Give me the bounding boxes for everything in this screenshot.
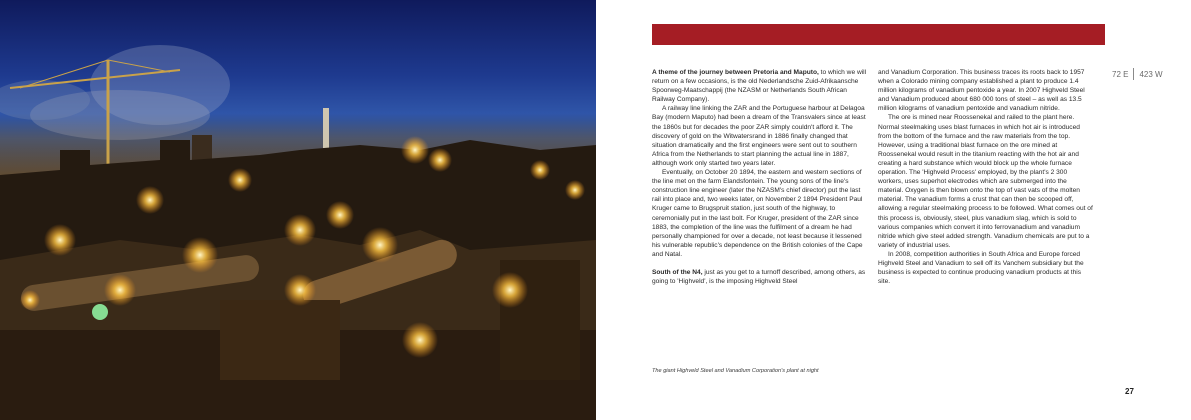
photo-caption: The giant Highveld Steel and Vanadium Corporation's plant at night bbox=[652, 368, 819, 374]
coordinate-divider bbox=[1133, 68, 1134, 80]
longitude-label: 423 W bbox=[1139, 69, 1163, 79]
paragraph-5: and Vanadium Corporation. This business traces its roots back to 1957 when a Colorado mining company established a plant to produce 1.4 million kilograms of vanadium pentoxide a year. In 2007 Highveld Steel and Vanadium produced about 680 000 tons of steel – as well as 13.5 million kilograms of vanadium pentoxide and vanadium nitride. bbox=[878, 69, 1085, 113]
map-coordinates bbox=[1112, 68, 1184, 80]
paragraph-2: A railway line linking the ZAR and the Portuguese harbour at Delagoa Bay (modern Maputo) had been a dream of the Transvalers since at least the 1860s but for decades the poor ZAR simply couldn't afford it. The discovery of gold on the Witwatersrand in 1886 finally changed that situation dramatically and the first engineers were sent out to southern Africa from the Netherlands to start planning the actual line in 1887, although work only started two years later. bbox=[652, 105, 866, 167]
text-column-left bbox=[652, 68, 867, 286]
chapter-accent-bar bbox=[652, 24, 1105, 45]
paragraph-4-text: just as you get to a turnoff described, among others, as going to 'Highveld', is the imposing Highveld Steel bbox=[652, 268, 866, 286]
text-column-right bbox=[878, 68, 1093, 286]
paragraph-1 bbox=[652, 68, 867, 104]
paragraph-4 bbox=[652, 268, 867, 286]
paragraph-3: Eventually, on October 20 1894, the eastern and western sections of the line met on the farm Elandsfontein. The young sons of the line's construction line engineer (later the NZASM's chief director) put the last rail into place and, two weeks later, on November 2 1894 President Paul Kruger came to Brugspruit station, just south of the highway, to ceremonially put in the last bolt. For Kruger, president of the ZAR since 1883, the completion of the line was the fulfilment of a dream he had personally championed for over a decade, not least because it lessened his vulnerable republic's dependence on the British colonies of the Cape and Natal. bbox=[652, 169, 863, 258]
page-number: 27 bbox=[1125, 387, 1134, 396]
latitude-label: 72 E bbox=[1112, 69, 1129, 79]
paragraph-6: The ore is mined near Roossenekal and railed to the plant here. Normal steelmaking uses blast furnaces in which hot air is introduced from the bottom of the furnace and the raw materials from the top. However, using a traditional blast furnace on the ore mined at Roossenekal would result in the titanium reacting with the hot air and creating a hard substance which would block up the whole furnace operation. The 'Highveld Process' employed, by the plant's 2 300 workers, uses superhot electrodes which are submerged into the material. Oxygen is then blown onto the top of vast vats of the molten material. The vanadium forms a crust that can then be scooped off, allowing a regular steelmaking process to be followed. What comes out of this process is, obviously, steel, plus vanadium slag, which is sold to various companies which convert it into ferrovanadium and vanadium nitride which give steel added strength. Vanadium chemicals are put to a variety of industrial uses. bbox=[878, 114, 1093, 249]
paragraph-1-text: to which we will return on a few occasions, is the old Nederlandsche Zuid-Afrikaansche Spoorweg-Maatschappij (the NZASM or Netherlands South African Railway Company). bbox=[652, 69, 867, 104]
paragraph-7: In 2008, competition authorities in South Africa and Europe forced Highveld Steel and Vanadium to sell off its Vanchem subsidiary but the business is expected to continue producing vanadium products at this site. bbox=[878, 250, 1084, 286]
paragraph-4-lead: South of the N4, bbox=[652, 268, 703, 276]
paragraph-1-lead: A theme of the journey between Pretoria and Maputo, bbox=[652, 69, 819, 76]
